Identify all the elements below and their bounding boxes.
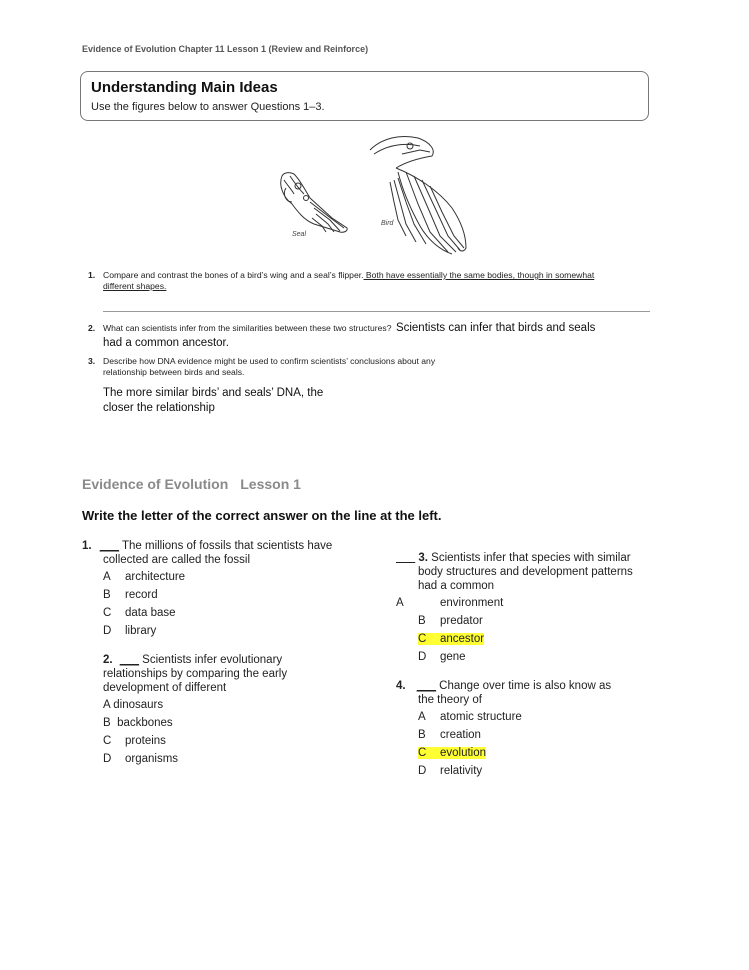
wing-flipper-figure — [270, 128, 480, 260]
mc4-option-c[interactable]: C evolution — [418, 747, 487, 759]
q3-answer-1[interactable]: The more similar birds’ and seals’ DNA, the — [103, 387, 324, 399]
mc4-number: 4. — [396, 680, 406, 692]
mc3-line2: body structures and development patterns — [418, 566, 633, 578]
mc3-blank[interactable]: ___ — [396, 552, 416, 564]
mc2-line3: development of different — [103, 682, 227, 694]
bird-label: Bird — [381, 220, 394, 227]
q1-answer-2[interactable]: different shapes. — [103, 281, 167, 291]
q3-text-2: relationship between birds and seals. — [103, 367, 245, 377]
q3-block — [103, 356, 663, 378]
mc4-line2: the theory of — [418, 694, 482, 706]
mc3-option-c[interactable]: C ancestor — [418, 633, 485, 645]
mc2-question — [103, 653, 363, 695]
main-ideas-subtitle: Use the figures below to answer Questions 1–3. — [91, 101, 325, 113]
seal-label: Seal — [292, 231, 307, 238]
mc1-line2: collected are called the fossil — [103, 554, 251, 566]
mc2-option-d[interactable]: D organisms — [103, 753, 179, 765]
page-header: Evidence of Evolution Chapter 11 Lesson 1 (Review and Reinforce) — [82, 44, 369, 54]
q1-answer-1[interactable]: Both have essentially the same bodies, though in somewhat — [363, 270, 595, 280]
mc4-question — [396, 679, 666, 707]
q2-answer-cont[interactable]: had a common ancestor. — [103, 337, 229, 349]
mc3-question — [396, 551, 666, 593]
mc4-option-b[interactable]: B creation — [418, 729, 481, 741]
wing-flipper-illustration — [270, 128, 480, 260]
mc3-option-b[interactable]: B predator — [418, 615, 483, 627]
mc2-option-b[interactable]: B backbones — [103, 717, 173, 729]
q3-number: 3. — [88, 356, 96, 366]
q1-text: Compare and contrast the bones of a bird’s wing and a seal’s flipper. — [103, 270, 364, 280]
q2-block — [103, 320, 663, 350]
mc3-line3: had a common — [418, 580, 495, 592]
mc2-option-a[interactable]: A dinosaurs — [103, 699, 164, 711]
main-ideas-title: Understanding Main Ideas — [91, 79, 278, 96]
main-ideas-box — [80, 71, 649, 121]
mc2-line2: relationships by comparing the early — [103, 668, 288, 680]
q2-text: What can scientists infer from the similarities between these two structures? — [103, 323, 392, 333]
mc1-line1: The millions of fossils that scientists have — [118, 540, 333, 552]
mc1-option-c[interactable]: C data base — [103, 607, 176, 619]
seal-flipper-drawing — [281, 173, 347, 233]
answer-line — [103, 311, 650, 312]
q1-number: 1. — [88, 270, 96, 280]
mc1-option-a[interactable]: A architecture — [103, 571, 186, 583]
mc3-line1: Scientists infer that species with similar — [427, 552, 631, 564]
mc4-blank[interactable]: ___ — [416, 680, 436, 692]
mc3-option-d[interactable]: D gene — [418, 651, 466, 663]
bird-wing-drawing — [370, 137, 466, 255]
q3-answer-2[interactable]: closer the relationship — [103, 401, 215, 414]
q3-text-1: Describe how DNA evidence might be used to confirm scientists’ conclusions about any — [103, 356, 436, 366]
mc1-option-b[interactable]: B record — [103, 589, 158, 601]
q1-block — [103, 270, 683, 292]
mc2-blank[interactable]: ___ — [119, 654, 139, 666]
q2-answer[interactable]: Scientists can infer that birds and seals — [395, 322, 596, 334]
section-title — [82, 476, 313, 492]
mc2-option-c[interactable]: C proteins — [103, 735, 166, 747]
mc1-number: 1. — [82, 540, 92, 552]
q2-number: 2. — [88, 323, 96, 333]
section-title-text: Evidence of Evolution — [82, 476, 229, 492]
mc2-number: 2. — [103, 654, 113, 666]
q3-answer[interactable] — [103, 386, 323, 415]
mc3-option-a[interactable]: A environment — [396, 597, 504, 609]
mc4-line1: Change over time is also know as — [435, 680, 612, 692]
mc2-line1: Scientists infer evolutionary — [138, 654, 283, 666]
mc4-option-a[interactable]: A atomic structure — [418, 711, 522, 723]
mc1-option-d[interactable]: D library — [103, 625, 157, 637]
mc1-question — [82, 539, 372, 567]
mc4-option-d[interactable]: D relativity — [418, 765, 483, 777]
mc1-blank[interactable]: ___ — [99, 540, 119, 552]
mc3-number: 3. — [418, 552, 428, 564]
instructions: Write the letter of the correct answer on the line at the left. — [82, 508, 442, 523]
section-lesson: Lesson 1 — [240, 476, 301, 492]
